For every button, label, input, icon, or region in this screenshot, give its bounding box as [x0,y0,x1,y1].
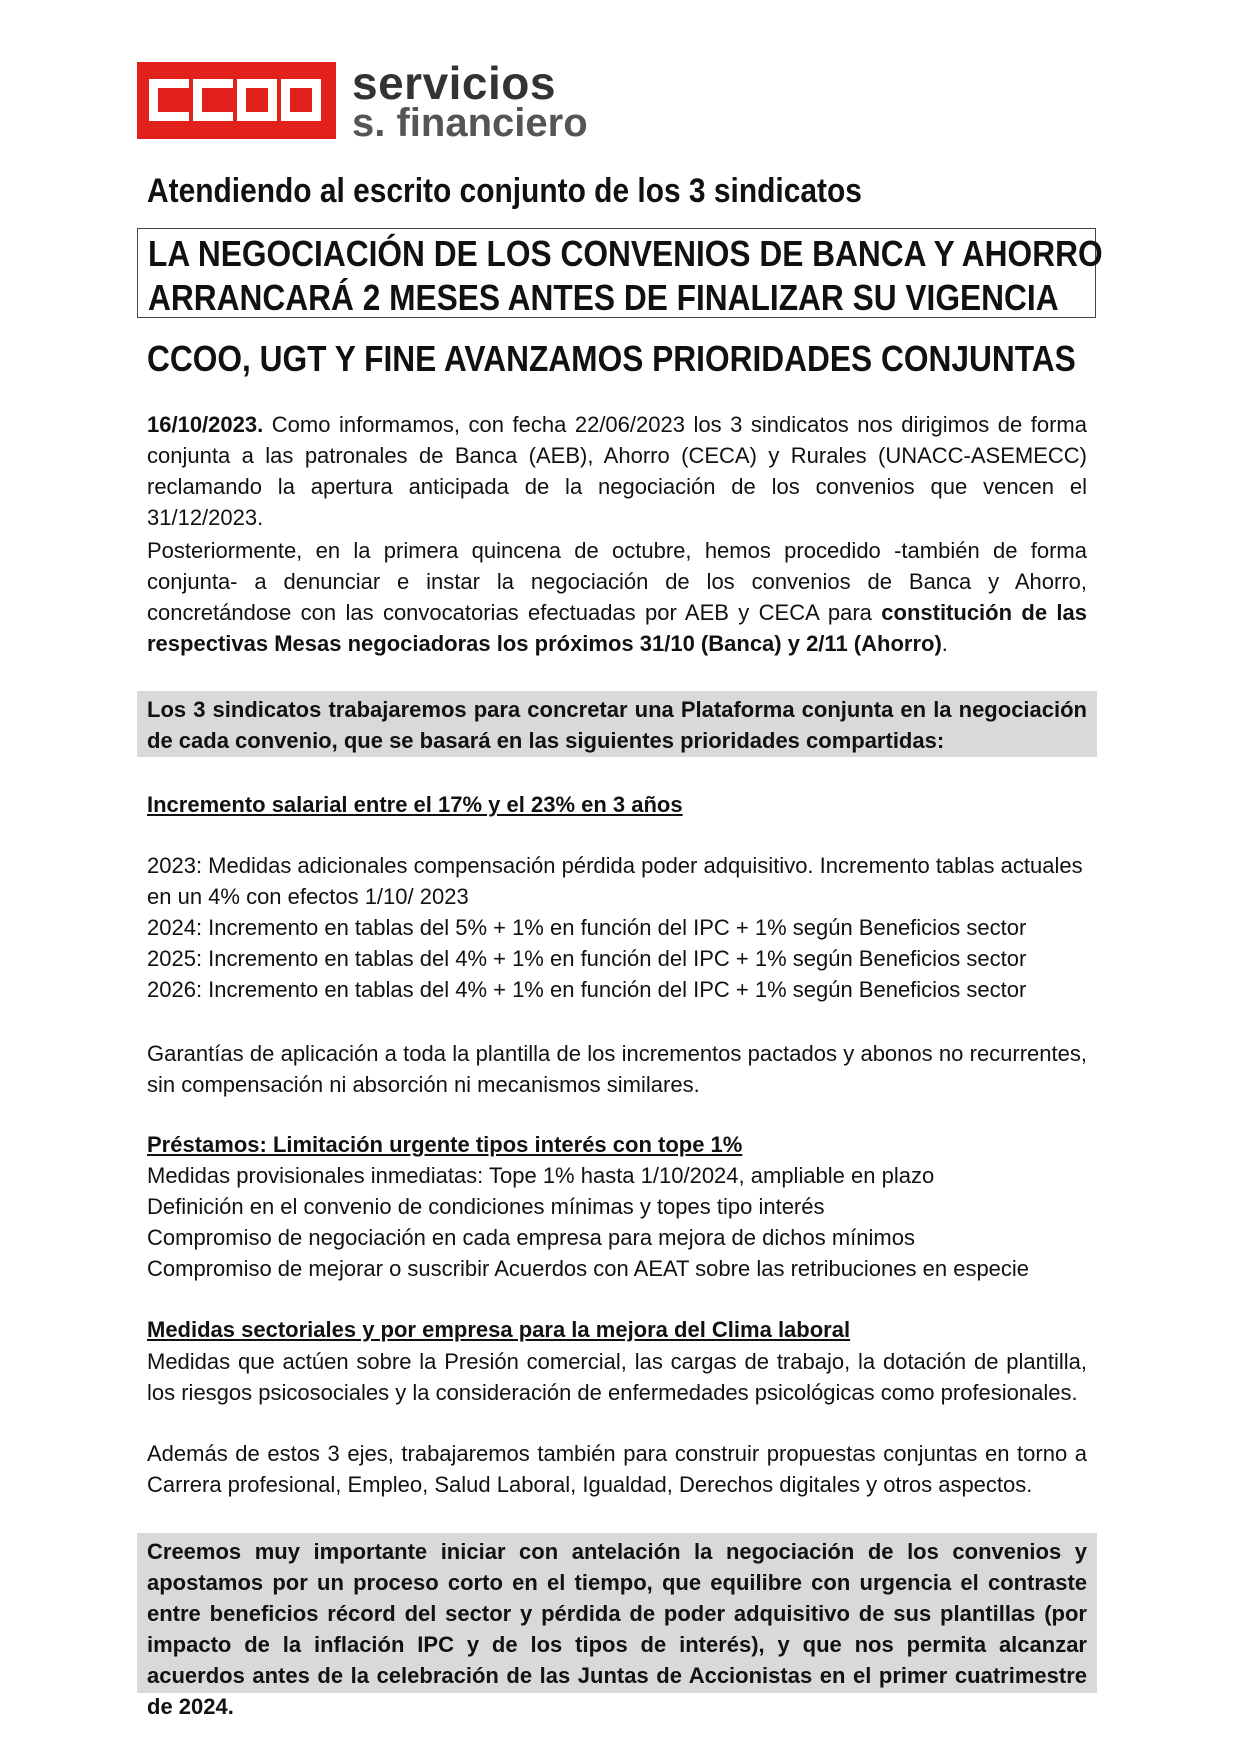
paragraph-denuncia-bold: constitución de las respectivas Mesas negociadoras los próximos 31/10 (Banca) y 2/11 (Ahorro) [147,600,1087,656]
section-loans-title: Préstamos: Limitación urgente tipos interés con tope 1% [147,1132,743,1157]
highlight-box-platform [137,691,1097,757]
logo-servicios: servicios [352,57,556,109]
loans-line-1: Medidas provisionales inmediatas: Tope 1% hasta 1/10/2024, ampliable en plazo [147,1163,935,1188]
paragraph-other-axes: Además de estos 3 ejes, trabajaremos también para construir propuestas conjuntas en torno a Carrera profesional, Empleo, Salud Laboral, Igualdad, Derechos digitales y otros aspectos. [147,1441,1087,1497]
title-box [137,228,1103,318]
ccoo-logo-mark [137,62,336,139]
secondary-heading: CCOO, UGT Y FINE AVANZAMOS PRIORIDADES CONJUNTAS [147,338,1076,379]
salary-2025: 2025: Incremento en tablas del 4% + 1% en función del IPC + 1% según Beneficios sector [147,946,1027,971]
paragraph-denuncia-end: . [941,631,948,656]
highlight-conclusion-text: Creemos muy importante iniciar con antelación la negociación de los convenios y apostamos por un proceso corto en el tiempo, que equilibre con urgencia el contraste entre beneficios récord del sector y pérdida de poder adquisitivo de sus plantillas (por impacto de la inflación IPC y de los tipos de interés), y que nos permita alcanzar acuerdos antes de la celebración de las Juntas de Accionistas en el primer cuatrimestre de 2024. [147,1539,1087,1719]
section-climate-title: Medidas sectoriales y por empresa para la mejora del Clima laboral [147,1317,851,1342]
paragraph-intro [147,409,1087,533]
salary-2023-line-2: en un 4% con efectos 1/10/ 2023 [147,884,469,909]
paragraph-denuncia-text: Posteriormente, en la primera quincena de octubre, hemos procedido -también de forma conjunta- a denunciar e instar la negociación de los convenios de Banca y Ahorro, concretándose con las convocatorias efectuadas por AEB y CECA para [147,538,1087,625]
title-line-2: ARRANCARÁ 2 MESES ANTES DE FINALIZAR SU VIGENCIA [148,277,1059,318]
salary-2024: 2024: Incremento en tablas del 5% + 1% en función del IPC + 1% según Beneficios sector [147,915,1027,940]
paragraph-intro-text: Como informamos, con fecha 22/06/2023 los 3 sindicatos nos dirigimos de forma conjunta a las patronales de Banca (AEB), Ahorro (CECA) y Rurales (UNACC-ASEMECC) reclamando la apertura anticipada de la negociación de los convenios que vencen el 31/12/2023. [147,412,1087,530]
document-subtitle: Atendiendo al escrito conjunto de los 3 sindicatos [147,172,862,210]
climate-text: Medidas que actúen sobre la Presión comercial, las cargas de trabajo, la dotación de plantilla, los riesgos psicosociales y la consideración de enfermedades psicológicas como profesionales. [147,1349,1087,1405]
paragraph-denuncia [147,535,1087,659]
salary-2023-line-1: 2023: Medidas adicionales compensación pérdida poder adquisitivo. Incremento tablas actuales [147,853,1083,878]
loans-line-4: Compromiso de mejorar o suscribir Acuerdos con AEAT sobre las retribuciones en especie [147,1256,1030,1281]
loans-line-3: Compromiso de negociación en cada empresa para mejora de dichos mínimos [147,1225,915,1250]
paragraph-garantias: Garantías de aplicación a toda la plantilla de los incrementos pactados y abonos no recurrentes, sin compensación ni absorción ni mecanismos similares. [147,1041,1087,1097]
highlight-box-conclusion [137,1533,1097,1719]
paragraph-date: 16/10/2023. [147,412,264,437]
title-line-1: LA NEGOCIACIÓN DE LOS CONVENIOS DE BANCA Y AHORRO [148,233,1103,274]
highlight-platform-text: Los 3 sindicatos trabajaremos para concretar una Plataforma conjunta en la negociación de cada convenio, que se basará en las siguientes prioridades compartidas: [147,697,1087,753]
section-salary-title: Incremento salarial entre el 17% y el 23% en 3 años [147,792,683,817]
logo-financiero: s. financiero [352,101,588,145]
salary-2026: 2026: Incremento en tablas del 4% + 1% en función del IPC + 1% según Beneficios sector [147,977,1027,1002]
loans-line-2: Definición en el convenio de condiciones mínimas y topes tipo interés [147,1194,825,1219]
